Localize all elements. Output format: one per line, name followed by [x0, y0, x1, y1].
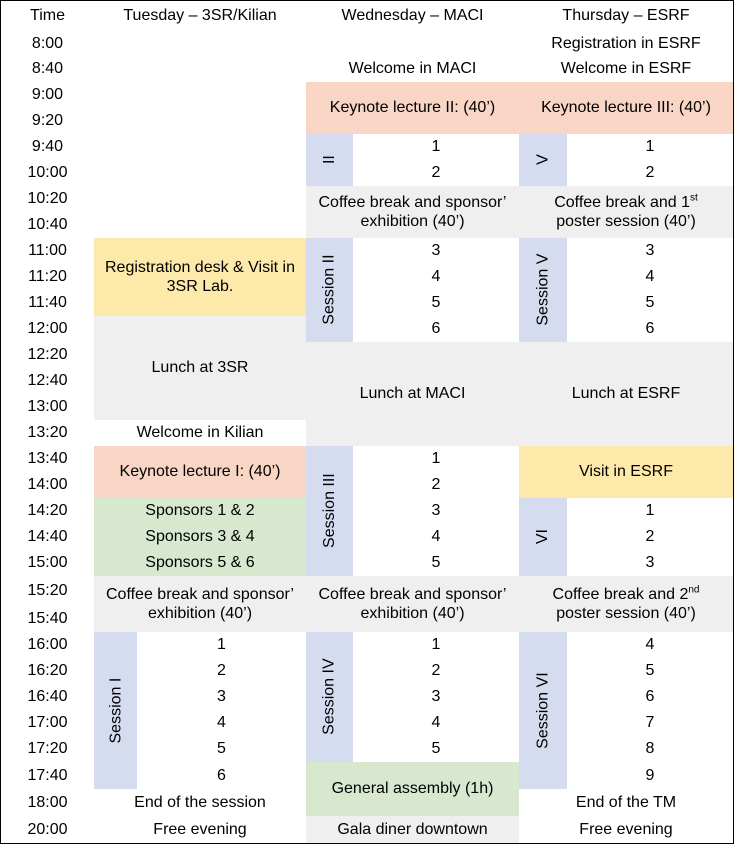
tuesday-session-item: 4 — [137, 710, 307, 737]
thursday-early-session-label-text: V — [534, 154, 552, 166]
time-slot: 10:20 — [0, 186, 95, 213]
tuesday-sponsors-5-6: Sponsors 5 & 6 — [94, 550, 307, 577]
wednesday-session-item: 5 — [353, 550, 520, 577]
thursday-keynote: Keynote lecture III: (40’) — [519, 82, 734, 135]
tuesday-coffee-break: Coffee break and sponsor’ exhibition (40’) — [94, 576, 307, 633]
time-slot: 16:00 — [0, 632, 95, 659]
tuesday-lunch: Lunch at 3SR — [94, 316, 307, 421]
thursday-session-item: 9 — [567, 762, 734, 790]
time-slot: 13:00 — [0, 394, 95, 421]
tuesday-evening: Free evening — [94, 816, 307, 844]
time-slot: 9:00 — [0, 82, 95, 109]
ordinal-suffix: st — [690, 192, 698, 204]
tuesday-session-label — [94, 632, 138, 790]
time-slot: 12:20 — [0, 342, 95, 369]
wednesday-session-item: 3 — [353, 684, 520, 711]
thursday-session-item: 1 — [567, 134, 734, 161]
tuesday-session-item: 6 — [137, 762, 307, 790]
time-slot: 17:20 — [0, 736, 95, 763]
time-slot: 15:00 — [0, 550, 95, 577]
thursday-session-item: 8 — [567, 736, 734, 763]
time-slot: 13:40 — [0, 446, 95, 473]
thursday-welcome: Welcome in ESRF — [519, 56, 734, 83]
thursday-session-6b-label-text: Session VI — [534, 672, 552, 749]
thursday-registration: Registration in ESRF — [519, 31, 734, 57]
thursday-session-item: 3 — [567, 550, 734, 577]
wednesday-session-item: 2 — [353, 658, 520, 685]
time-slot: 18:00 — [0, 789, 95, 817]
header-tuesday: Tuesday – 3SR/Kilian — [94, 0, 307, 32]
thursday-session-item: 5 — [567, 290, 734, 317]
thursday-session-item: 4 — [567, 632, 734, 659]
thursday-session-item: 3 — [567, 238, 734, 265]
wednesday-coffee-break-1: Coffee break and sponsor’ exhibition (40’) — [306, 186, 520, 239]
time-slot: 10:00 — [0, 160, 95, 187]
wednesday-session-4-label-text: Session IV — [320, 658, 338, 736]
thursday-session-item: 2 — [567, 160, 734, 187]
wednesday-session-4-label — [306, 632, 354, 763]
wednesday-session-item: 1 — [353, 134, 520, 161]
thursday-early-session-label — [519, 134, 568, 187]
wednesday-session-item: 4 — [353, 264, 520, 291]
tuesday-session-label-text: Session I — [106, 677, 124, 744]
time-slot: 11:20 — [0, 264, 95, 291]
wednesday-session-item: 4 — [353, 710, 520, 737]
tuesday-keynote: Keynote lecture I: (40’) — [94, 446, 307, 499]
time-slot: 16:20 — [0, 658, 95, 685]
thursday-session-6a-label-text: VI — [534, 529, 552, 545]
thursday-coffee-break-1 — [519, 186, 734, 239]
tuesday-registration: Registration desk & Visit in 3SR Lab. — [94, 238, 307, 317]
time-slot: 13:20 — [0, 420, 95, 447]
time-slot: 17:40 — [0, 762, 95, 790]
thursday-session-item: 6 — [567, 316, 734, 343]
header-wednesday: Wednesday – MACI — [306, 0, 520, 32]
tuesday-sponsors-1-2: Sponsors 1 & 2 — [94, 498, 307, 525]
wednesday-keynote: Keynote lecture II: (40’) — [306, 82, 520, 135]
thursday-session-5-label — [519, 238, 568, 343]
thursday-session-item: 4 — [567, 264, 734, 291]
wednesday-session-item: 3 — [353, 498, 520, 525]
thursday-evening: Free evening — [519, 816, 734, 844]
time-slot: 15:40 — [0, 605, 95, 633]
wednesday-session-item: 2 — [353, 472, 520, 499]
wednesday-session-item: 4 — [353, 524, 520, 551]
time-slot: 12:40 — [0, 368, 95, 395]
wednesday-session-item: 1 — [353, 446, 520, 473]
time-slot: 9:40 — [0, 134, 95, 161]
wednesday-session-item: 1 — [353, 632, 520, 659]
wednesday-session-2-label — [306, 238, 354, 343]
wednesday-session-item: 2 — [353, 160, 520, 187]
time-slot: 11:00 — [0, 238, 95, 265]
wednesday-empty — [306, 31, 520, 57]
thursday-coffee-break-2 — [519, 576, 734, 633]
tuesday-sponsors-3-4: Sponsors 3 & 4 — [94, 524, 307, 551]
time-slot: 14:20 — [0, 498, 95, 525]
tuesday-end: End of the session — [94, 789, 307, 817]
time-slot: 11:40 — [0, 290, 95, 317]
time-slot: 8:00 — [0, 31, 95, 57]
tuesday-empty — [94, 31, 307, 239]
time-slot: 17:00 — [0, 710, 95, 737]
tuesday-session-item: 3 — [137, 684, 307, 711]
wednesday-welcome: Welcome in MACI — [306, 56, 520, 83]
thursday-session-6b-label — [519, 632, 568, 790]
thursday-session-item: 6 — [567, 684, 734, 711]
time-slot: 15:20 — [0, 576, 95, 606]
time-slot: 12:00 — [0, 316, 95, 343]
thursday-visit: Visit in ESRF — [519, 446, 734, 499]
ordinal-suffix: nd — [688, 584, 700, 596]
tuesday-session-item: 2 — [137, 658, 307, 685]
tuesday-welcome: Welcome in Kilian — [94, 420, 307, 447]
time-slot: 14:00 — [0, 472, 95, 499]
header-thursday: Thursday – ESRF — [519, 0, 734, 32]
wednesday-session-item: 3 — [353, 238, 520, 265]
time-slot: 9:20 — [0, 108, 95, 135]
wednesday-general-assembly: General assembly (1h) — [306, 762, 520, 817]
wednesday-early-session-label — [306, 134, 354, 187]
wednesday-session-3-label — [306, 446, 354, 577]
thursday-end: End of the TM — [519, 789, 734, 817]
wednesday-session-item: 5 — [353, 290, 520, 317]
thursday-session-item: 1 — [567, 498, 734, 525]
wednesday-lunch: Lunch at MACI — [306, 342, 520, 447]
thursday-session-item: 2 — [567, 524, 734, 551]
coffee-text-part2: poster session (40’) — [556, 605, 696, 622]
thursday-session-item: 5 — [567, 658, 734, 685]
wednesday-session-2-label-text: Session II — [320, 254, 338, 326]
wednesday-session-3-label-text: Session III — [320, 473, 338, 549]
wednesday-coffee-break-2: Coffee break and sponsor’ exhibition (40’) — [306, 576, 520, 633]
tuesday-session-item: 1 — [137, 632, 307, 659]
coffee-text-part2: poster session (40’) — [556, 213, 696, 230]
time-slot: 14:40 — [0, 524, 95, 551]
wednesday-gala: Gala diner downtown — [306, 816, 520, 844]
wednesday-session-item: 6 — [353, 316, 520, 343]
wednesday-early-session-label-text: II — [320, 155, 338, 165]
time-slot: 16:40 — [0, 684, 95, 711]
coffee-text-part1: Coffee break and 2 — [552, 585, 689, 603]
coffee-text-part1: Coffee break and 1 — [554, 193, 691, 211]
time-slot: 8:40 — [0, 56, 95, 83]
time-slot: 20:00 — [0, 816, 95, 844]
thursday-session-6a-label — [519, 498, 568, 577]
thursday-lunch: Lunch at ESRF — [519, 342, 734, 447]
time-slot: 10:40 — [0, 212, 95, 239]
wednesday-session-item: 5 — [353, 736, 520, 763]
header-time: Time — [0, 0, 95, 32]
tuesday-session-item: 5 — [137, 736, 307, 763]
thursday-session-5-label-text: Session V — [534, 253, 552, 327]
thursday-session-item: 7 — [567, 710, 734, 737]
